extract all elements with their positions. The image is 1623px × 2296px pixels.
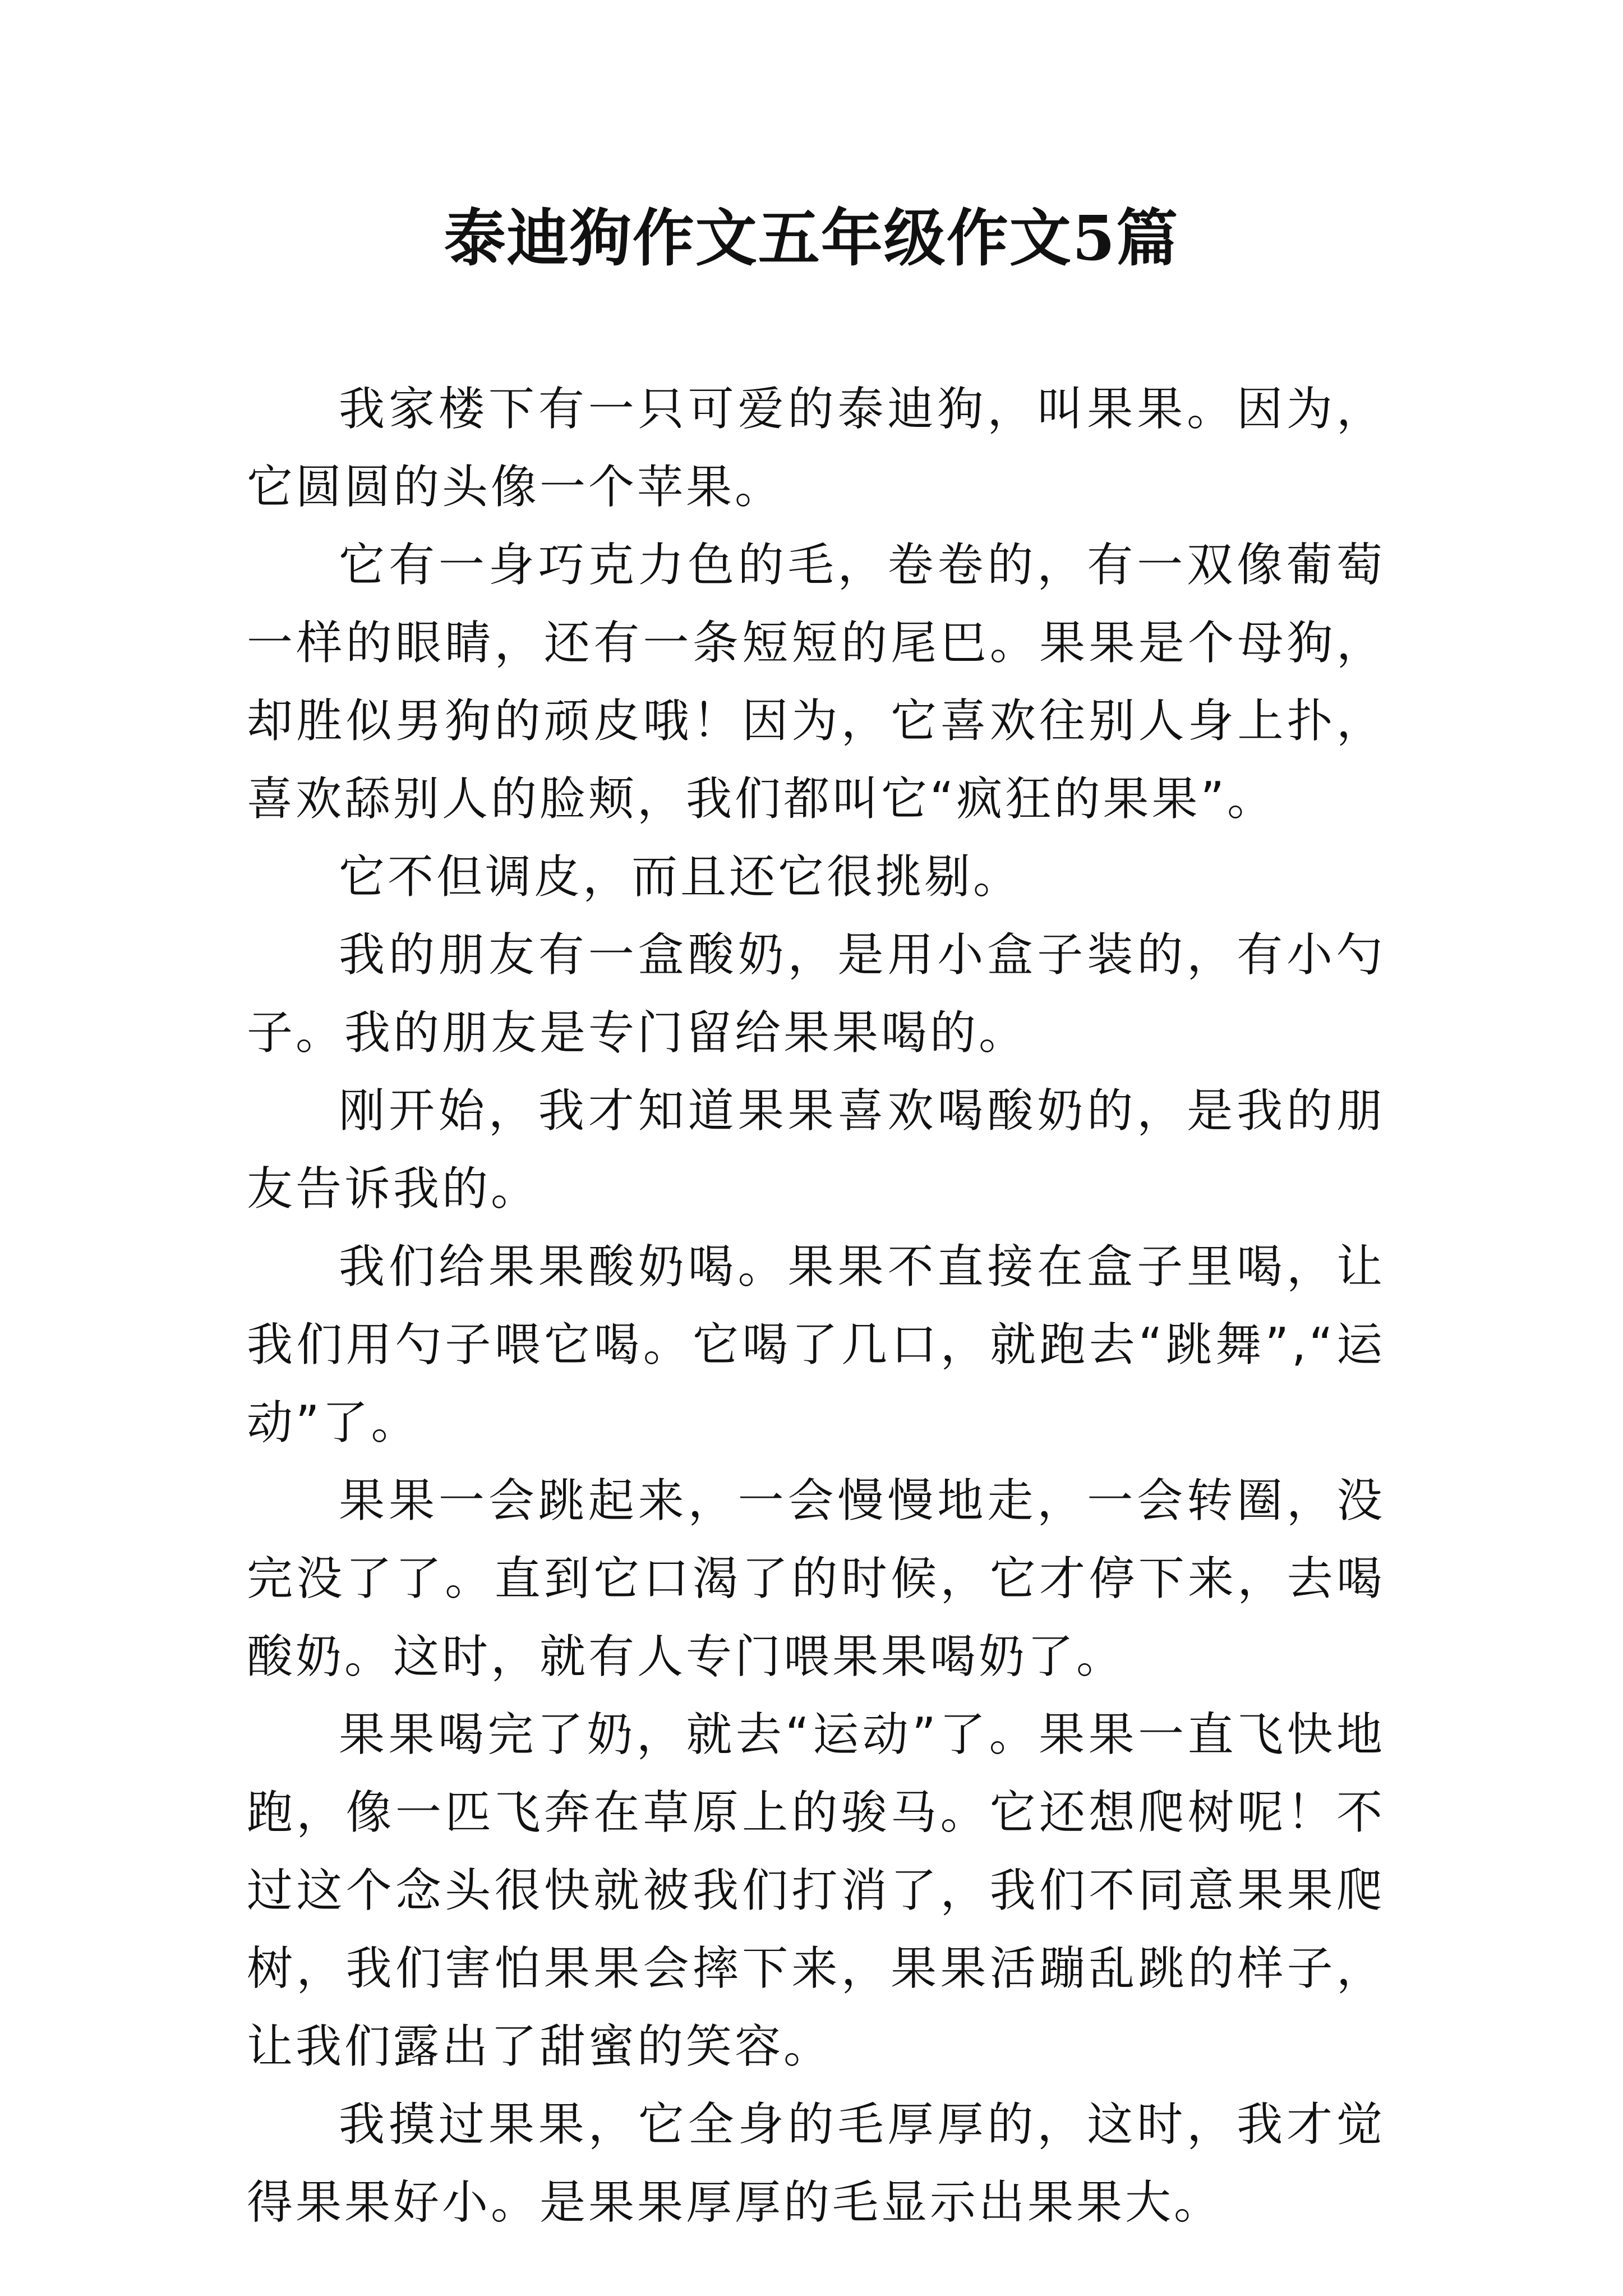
document-body (247, 370, 1385, 2242)
paragraph: 果果喝完了奶，就去“运动”了。果果一直飞快地跑，像一匹飞奔在草原上的骏马。它还想爬树呢！不过这个念头很快就被我们打消了，我们不同意果果爬树，我们害怕果果会摔下来，果果活蹦乱跳的样子，让我们露出了甜蜜的笑容。 (247, 1708, 1385, 2073)
paragraph: 刚开始，我才知道果果喜欢喝酸奶的，是我的朋友告诉我的。 (247, 1084, 1385, 1216)
paragraph: 我家楼下有一只可爱的泰迪狗，叫果果。因为，它圆圆的头像一个苹果。 (247, 383, 1385, 514)
paragraph: 它有一身巧克力色的毛，卷卷的，有一双像葡萄一样的眼睛，还有一条短短的尾巴。果果是个母狗，却胜似男狗的顽皮哦！因为，它喜欢往别人身上扑，喜欢舔别人的脸颊，我们都叫它“疯狂的果果”。 (247, 539, 1385, 826)
paragraph: 它不但调皮，而且还它很挑剔。 (339, 850, 1022, 904)
paragraph: 我的朋友有一盒酸奶，是用小盒子装的，有小勺子。我的朋友是专门留给果果喝的。 (247, 928, 1385, 1060)
paragraph: 我们给果果酸奶喝。果果不直接在盒子里喝，让我们用勺子喂它喝。它喝了几口，就跑去“跳舞”,“运动”了。 (247, 1240, 1385, 1450)
paragraph: 我摸过果果，它全身的毛厚厚的，这时，我才觉得果果好小。是果果厚厚的毛显示出果果大。 (247, 2098, 1385, 2229)
document-title: 泰迪狗作文五年级作文5篇 (444, 202, 1179, 274)
paragraph: 果果一会跳起来，一会慢慢地走，一会转圈，没完没了了。直到它口渴了的时候，它才停下来，去喝酸奶。这时，就有人专门喂果果喝奶了。 (247, 1474, 1385, 1683)
